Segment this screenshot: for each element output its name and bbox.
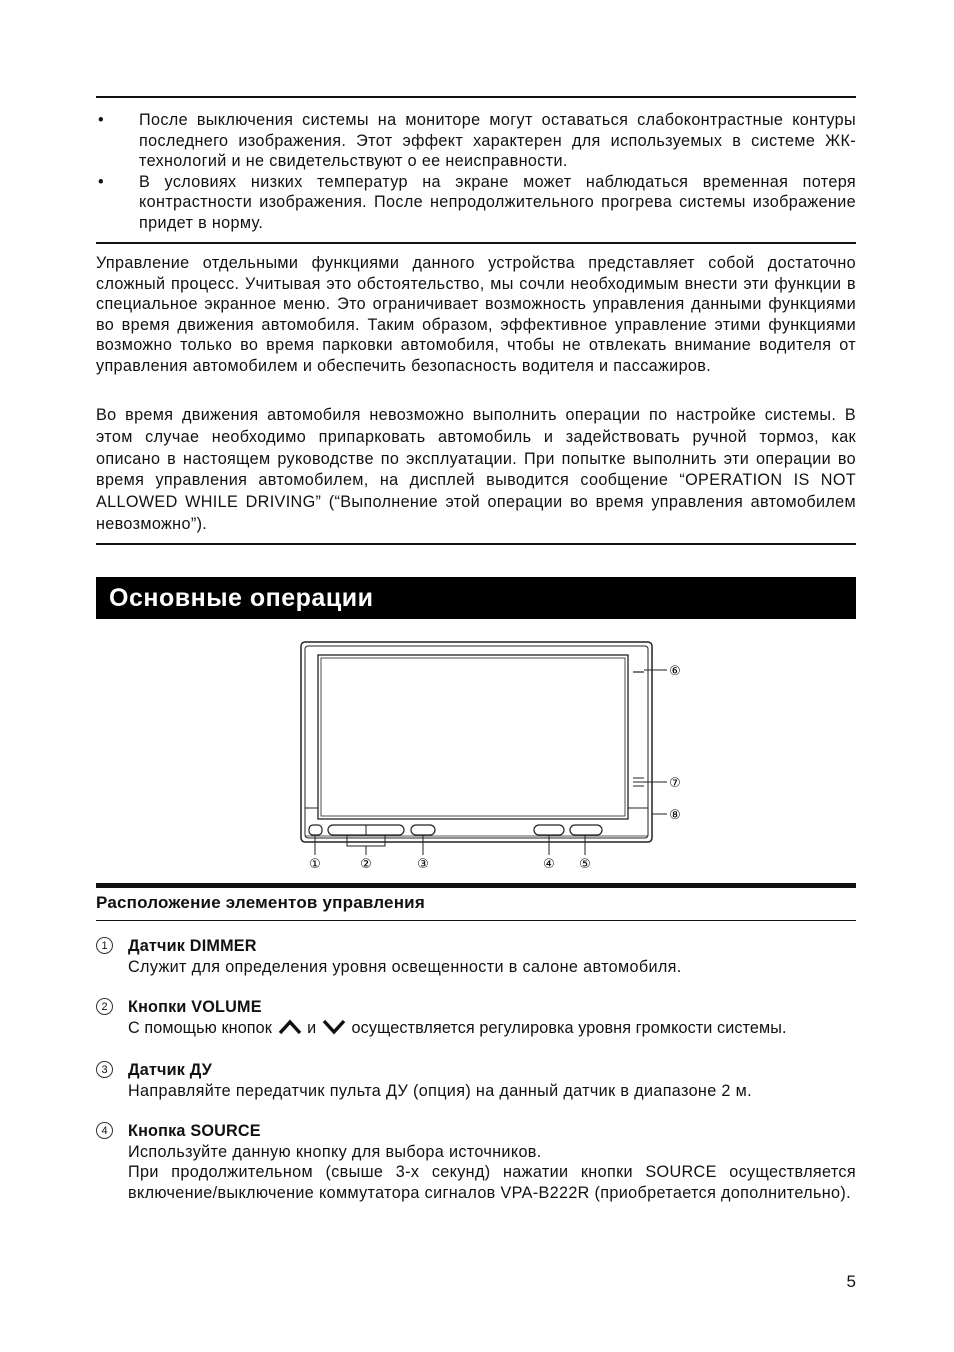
control-item-remote-sensor (96, 1060, 856, 1101)
list-item (96, 110, 856, 172)
section-title: Основные операции (96, 577, 856, 619)
item-number: 2 (96, 998, 113, 1015)
callout-6: ⑥ (669, 664, 681, 679)
callout-3: ③ (417, 857, 429, 872)
item-number: 3 (96, 1061, 113, 1078)
paragraph-driving-warning: Во время движения автомобиля невозможно выполнить операции по настройке системы. В этом случае необходимо припарковать автомобиль и задействовать ручной тормоз, как описано в настоящем руководстве по эксплуатации. При попытке выполнить эти операции во время управления автомобилем, на дисплей выводится сообщение “OPERATION IS NOT ALLOWED WHILE DRIVING” (“Выполнение этой операции во время управления автомобилем невозможно”). (96, 406, 856, 533)
top-rule (96, 96, 856, 98)
monitor-illustration (295, 636, 695, 876)
item-title: Датчик ДУ (128, 1061, 213, 1079)
item-description: При продолжительном (свыше 3-х секунд) нажатии кнопки SOURCE осуществляется включение/выключение коммутатора сигналов VPA-B222R (приобретается дополнительно). (128, 1163, 856, 1202)
paragraph-menu-functions: Управление отдельными функциями данного устройства представляет собой достаточно сложный процесс. Учитывая это обстоятельство, мы сочли необходимым внести эти функции в специальное экранное меню. Это ограничивает возможность управления данными функциями во время движения автомобиля. Таким образом, эффективное управление этими функциями возможно только во время парковки автомобиля, чтобы не отвлекать внимание водителя от управления автомобилем и обеспечить безопасность водителя и пассажиров. (96, 254, 856, 375)
volume-text-post: осуществляется регулировка уровня громкости системы. (351, 1018, 787, 1037)
page-number: 5 (846, 1272, 856, 1291)
item-number: 1 (96, 937, 113, 954)
subheading: Расположение элементов управления (96, 893, 425, 912)
item-description: Направляйте передатчик пульта ДУ (опция) на данный датчик в диапазоне 2 м. (128, 1081, 752, 1100)
item-description (128, 1018, 856, 1039)
item-description: Используйте данную кнопку для выбора источников. (128, 1142, 542, 1161)
bullet-marker: • (98, 111, 104, 129)
chevron-down-icon (321, 1018, 347, 1036)
control-item-dimmer (96, 936, 856, 977)
section-rule (96, 543, 856, 545)
notes-list (96, 110, 856, 233)
subheading-bottom-rule (96, 920, 856, 921)
callout-4: ④ (543, 857, 555, 872)
chevron-up-icon (277, 1018, 303, 1036)
callout-5: ⑤ (579, 857, 591, 872)
note-text: В условиях низких температур на экране может наблюдаться временная потеря контрастности изображения. После непродолжительного прогрева системы изображение придет в норму. (139, 172, 856, 232)
note-text: После выключения системы на мониторе могут оставаться слабоконтрастные контуры последнего изображения. Этот эффект характерен для используемых в системе ЖК-технологий и не свидетельствуют о ее неисправности. (139, 111, 856, 170)
callout-7: ⑦ (669, 776, 681, 791)
item-number: 4 (96, 1122, 113, 1139)
item-description: Служит для определения уровня освещенности в салоне автомобиля. (128, 957, 682, 976)
callout-8: ⑧ (669, 808, 681, 823)
volume-text-mid: и (307, 1018, 317, 1037)
volume-text-pre: С помощью кнопок (128, 1018, 272, 1037)
control-item-volume (96, 997, 856, 1038)
bullet-marker: • (98, 172, 104, 191)
subheading-top-rule (96, 883, 856, 888)
control-item-source (96, 1121, 856, 1203)
item-title: Кнопка SOURCE (128, 1122, 261, 1140)
item-title: Кнопки VOLUME (128, 998, 262, 1016)
item-title: Датчик DIMMER (128, 937, 257, 955)
list-item (96, 172, 856, 234)
notes-bottom-rule (96, 242, 856, 244)
device-diagram (295, 636, 695, 876)
callout-1: ① (309, 857, 321, 872)
callout-2: ② (360, 857, 372, 872)
